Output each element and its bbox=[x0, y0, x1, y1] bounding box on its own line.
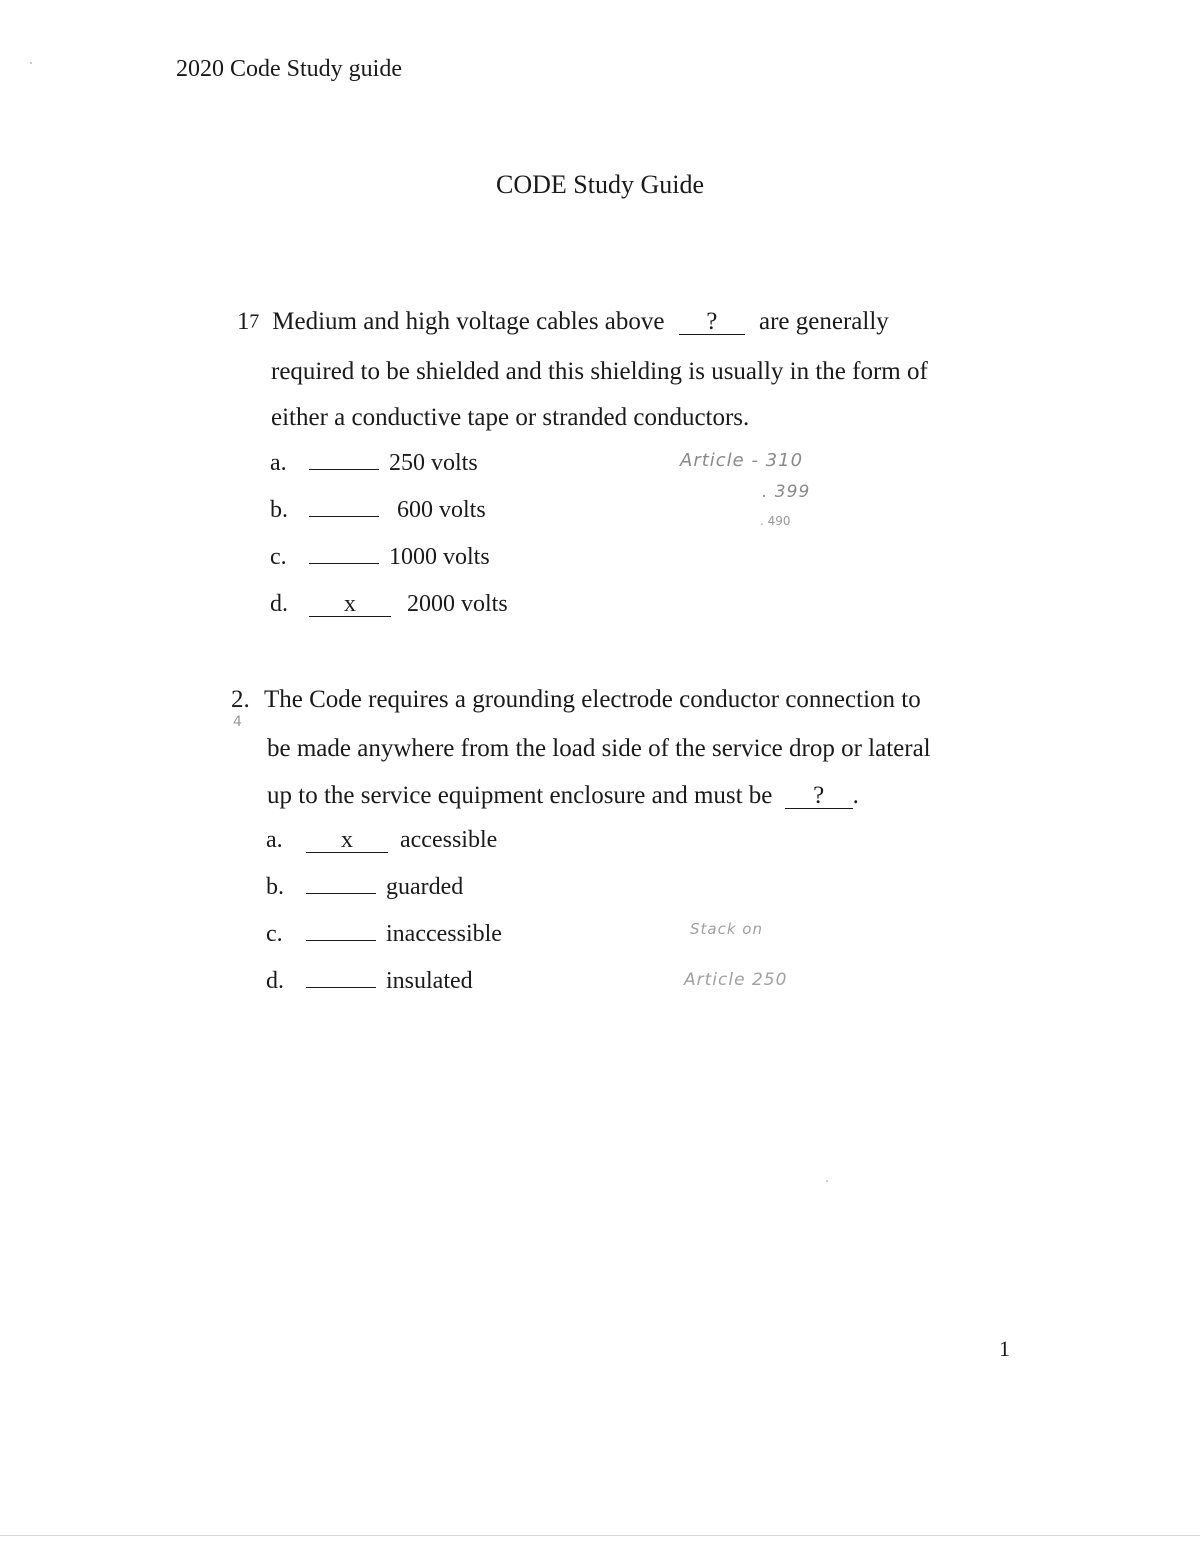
question-line bbox=[267, 782, 859, 810]
page-header: 2020 Code Study guide bbox=[176, 56, 402, 82]
option-a bbox=[266, 827, 497, 854]
option-a bbox=[270, 450, 478, 477]
option-d bbox=[270, 591, 508, 618]
question-line: be made anywhere from the load side of the service drop or lateral bbox=[267, 735, 931, 762]
option-letter: d. bbox=[266, 968, 284, 994]
option-text: 1000 volts bbox=[389, 544, 490, 570]
document-title: CODE Study Guide bbox=[496, 170, 704, 199]
scan-speck bbox=[30, 62, 32, 64]
option-b bbox=[266, 874, 463, 901]
option-mark[interactable]: x bbox=[306, 828, 388, 853]
question-text: The Code requires a grounding electrode conductor connection to bbox=[264, 686, 921, 713]
option-letter: b. bbox=[266, 874, 284, 900]
answer-blank: ? bbox=[679, 309, 745, 335]
option-mark[interactable] bbox=[306, 893, 376, 894]
option-c bbox=[270, 544, 490, 571]
question-text: Medium and high voltage cables above bbox=[272, 308, 665, 335]
option-text: 2000 volts bbox=[407, 591, 508, 617]
option-d bbox=[266, 968, 473, 995]
option-text: 600 volts bbox=[397, 497, 486, 523]
question-number: 2. bbox=[231, 686, 250, 713]
option-mark[interactable]: x bbox=[309, 592, 391, 617]
handwritten-note: Stack on bbox=[690, 920, 763, 938]
option-letter: a. bbox=[266, 827, 283, 853]
handwritten-note: Article 250 bbox=[684, 970, 788, 990]
scan-speck bbox=[826, 1180, 828, 1182]
option-text: accessible bbox=[400, 827, 498, 853]
option-text: 250 volts bbox=[389, 450, 478, 476]
option-text: inaccessible bbox=[386, 921, 502, 947]
option-text: insulated bbox=[386, 968, 473, 994]
question-line: either a conductive tape or stranded conductors. bbox=[271, 404, 750, 431]
page-number: 1 bbox=[999, 1336, 1010, 1361]
handwritten-note: Article - 310 bbox=[680, 450, 804, 471]
option-letter: c. bbox=[266, 921, 283, 947]
answer-blank: ? bbox=[785, 783, 853, 809]
option-letter: a. bbox=[270, 450, 287, 476]
handwritten-note: . 399 bbox=[762, 482, 811, 502]
question-line bbox=[237, 308, 889, 336]
question-line: required to be shielded and this shielding is usually in the form of bbox=[271, 358, 928, 385]
question-text: . bbox=[852, 782, 859, 809]
option-mark[interactable] bbox=[309, 563, 379, 564]
option-b bbox=[270, 497, 486, 524]
option-mark[interactable] bbox=[309, 469, 379, 470]
question-text: are generally bbox=[759, 308, 889, 335]
option-letter: d. bbox=[270, 591, 288, 617]
number-overwrite: 7 bbox=[248, 310, 259, 333]
option-mark[interactable] bbox=[306, 987, 376, 988]
question-text: up to the service equipment enclosure and must be bbox=[267, 782, 773, 809]
option-letter: c. bbox=[270, 544, 287, 570]
handwritten-note: . 490 bbox=[760, 514, 791, 528]
option-mark[interactable] bbox=[309, 516, 379, 517]
margin-note: 4 bbox=[233, 714, 242, 730]
question-number: 1 bbox=[237, 308, 250, 335]
option-c bbox=[266, 921, 502, 948]
scan-edge-line bbox=[0, 1535, 1200, 1536]
option-mark[interactable] bbox=[306, 940, 376, 941]
option-text: guarded bbox=[386, 874, 464, 900]
question-line bbox=[231, 686, 921, 714]
option-letter: b. bbox=[270, 497, 288, 523]
